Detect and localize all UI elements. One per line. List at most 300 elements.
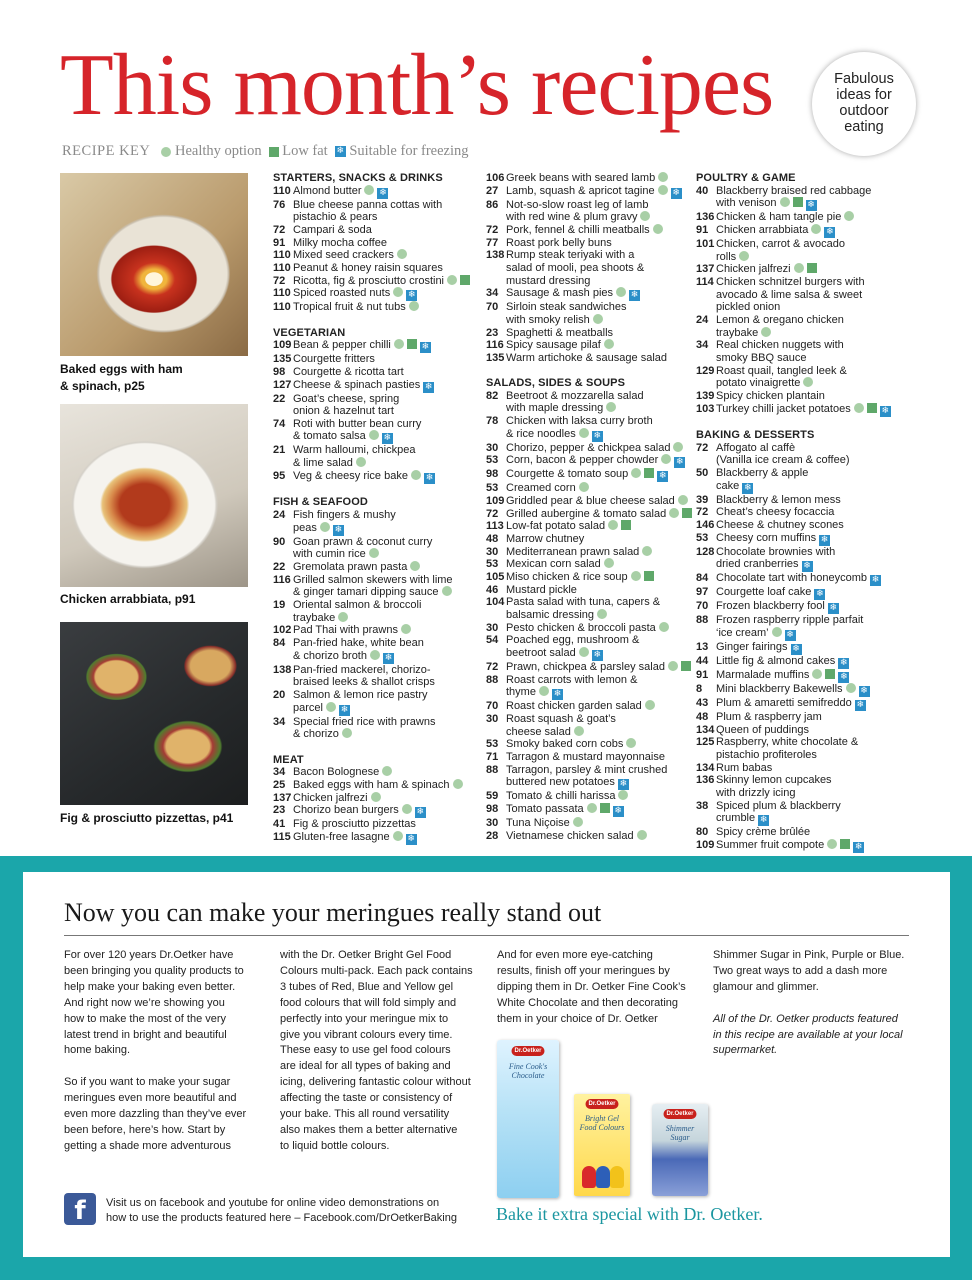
ad-line: Colours multi-pack. Each pack contains: [280, 964, 473, 977]
recipe-name: Chicken with laksa curry broth: [506, 415, 653, 428]
healthy-option-icon: [382, 766, 392, 776]
low-fat-icon: [460, 275, 470, 285]
recipe-name-line: [506, 172, 686, 185]
freezing-icon: ❄: [384, 652, 393, 663]
blue-gel-tube: [596, 1166, 610, 1188]
ad-line: getting a shade more adventurous: [64, 1139, 231, 1152]
recipe-entry: [486, 339, 686, 352]
recipe-entry: [486, 249, 686, 287]
recipe-name-line: [716, 600, 896, 614]
recipe-name-line: [293, 689, 473, 702]
recipe-entry: [486, 508, 686, 521]
recipe-name-line: [293, 637, 473, 650]
recipe-entry: [486, 558, 686, 571]
recipe-name: & rice noodles: [506, 427, 576, 440]
recipe-name: Fish fingers & mushy: [293, 509, 396, 522]
healthy-option-icon: [326, 702, 336, 712]
freezing-icon: ❄: [820, 534, 829, 545]
recipe-name-line: [293, 444, 473, 457]
page-number: 135: [273, 353, 292, 366]
page-number: 22: [273, 561, 286, 574]
bright-gel-food-colours-pack: [574, 1094, 630, 1196]
low-fat-icon: [621, 520, 631, 530]
recipe-name-line: [716, 494, 896, 507]
recipe-entry: [696, 641, 896, 655]
page-number: 30: [486, 441, 499, 454]
recipe-entry: [486, 817, 686, 830]
recipe-entry: [696, 711, 896, 724]
recipe-name-line: [716, 197, 896, 211]
ad-line: been before, here’s how. Start by: [64, 1123, 226, 1136]
recipe-name: Special fried rice with prawns: [293, 715, 436, 728]
recipe-name-line: [716, 211, 896, 224]
recipe-name-line: [293, 779, 473, 792]
yellow-gel-tube: [610, 1166, 624, 1188]
page-number: 80: [696, 826, 709, 839]
page-number: 110: [273, 261, 291, 274]
ad-line: latest trend in bright and beautiful: [64, 1028, 227, 1041]
page-number: 13: [696, 641, 709, 654]
recipe-entry: [273, 536, 473, 561]
page-number: 88: [486, 763, 499, 776]
recipe-name-line: [506, 830, 686, 843]
recipe-name-line: [506, 495, 686, 508]
recipe-name-line: [506, 713, 686, 726]
key-lowfat: [266, 143, 328, 160]
recipe-entry: [486, 803, 686, 817]
healthy-option-icon: [658, 172, 668, 182]
page-number: 25: [273, 778, 286, 791]
recipe-entry: [696, 211, 896, 224]
recipe-name-line: [506, 622, 686, 635]
healthy-option-icon: [593, 314, 603, 324]
recipe-name: Lemon & oregano chicken: [716, 313, 844, 326]
page-number: 114: [696, 275, 714, 288]
recipe-column-1: [273, 172, 473, 845]
recipe-name-line: [716, 224, 896, 238]
freezing-icon: ❄: [881, 405, 889, 416]
ad-line: These easy to use gel food colours: [280, 1044, 451, 1057]
recipe-name: Ricotta, fig & prosciutto crostini: [293, 274, 445, 287]
recipe-name-line: [506, 301, 686, 314]
recipe-name-line: [293, 457, 473, 470]
recipe-name-line: [293, 262, 473, 275]
recipe-name: Oriental salmon & broccoli: [293, 599, 422, 612]
healthy-option-icon: [794, 263, 804, 273]
recipe-entry: [486, 751, 686, 764]
recipe-entry: [486, 790, 686, 803]
photo-caption: [60, 591, 195, 608]
page-number: 24: [273, 509, 286, 522]
recipe-name: Spicy chicken plantain: [716, 389, 825, 402]
recipe-entry: [486, 622, 686, 635]
recipe-name-line: [293, 702, 473, 716]
healthy-option-icon: [402, 804, 412, 814]
healthy-option-icon: [618, 790, 628, 800]
recipe-name: Gluten-free lasagne: [293, 830, 390, 843]
healthy-option-icon: [631, 468, 641, 478]
recipe-entry: [273, 224, 473, 237]
recipe-name-line: [293, 818, 473, 831]
recipe-name: Tomato passata: [506, 802, 584, 815]
ad-column-3: [497, 948, 707, 1028]
recipe-name: Grilled aubergine & tomato salad: [506, 507, 667, 520]
healthy-option-icon: [587, 803, 597, 813]
badge-line: outdoor: [839, 103, 889, 119]
page-number: 110: [273, 301, 291, 314]
page-number: 134: [696, 723, 715, 736]
page-number: 20: [273, 688, 286, 701]
recipe-name: Blackberry & apple: [716, 467, 809, 480]
recipe-name-line: [506, 686, 686, 700]
recipe-name: Bacon Bolognese: [293, 766, 380, 779]
healthy-option-icon: [411, 470, 421, 480]
recipe-name: & lime salad: [293, 457, 353, 470]
recipe-entry: [486, 738, 686, 751]
page-number: 50: [696, 467, 709, 480]
recipe-name: Beetroot & mozzarella salad: [506, 389, 644, 402]
page-number: 38: [696, 799, 709, 812]
freezing-icon: ❄: [807, 200, 815, 211]
low-fat-icon: [407, 339, 417, 349]
healthy-option-icon: [606, 402, 616, 412]
recipe-name: Summer fruit compote: [716, 838, 825, 851]
recipe-name-line: [506, 647, 686, 661]
page-number: 41: [273, 818, 286, 831]
product-name-line: Fine Cook's: [508, 1062, 548, 1071]
recipe-entry: [273, 689, 473, 716]
recipe-name: avocado & lime salsa & sweet: [716, 288, 863, 301]
badge-line: Fabulous: [834, 71, 894, 88]
recipe-name-line: [716, 697, 896, 711]
recipe-name-line: [293, 211, 473, 224]
ad-border-left: [0, 856, 23, 1280]
recipe-name-line: [506, 482, 686, 495]
recipe-name-line: [716, 627, 896, 641]
page-number: 103: [696, 402, 715, 415]
ad-line: White Chocolate and then decorating: [497, 996, 679, 1009]
recipe-name-line: [716, 238, 896, 251]
recipe-name: Roast chicken garden salad: [506, 700, 642, 713]
recipe-name: Pan-fried hake, white bean: [293, 637, 424, 649]
recipe-name: & tomato salsa: [293, 430, 366, 443]
recipe-name: balsamic dressing: [506, 609, 595, 622]
ad-line: supermarket.: [713, 1044, 778, 1057]
recipe-name: Courgette fritters: [293, 353, 375, 366]
recipe-entry: [273, 418, 473, 445]
recipe-name-line: [716, 787, 896, 800]
ad-border-bottom: [0, 1257, 972, 1280]
freezing-icon: ❄: [743, 482, 752, 493]
recipe-name: traybake: [716, 326, 759, 339]
recipe-name: Chicken jalfrezi: [716, 263, 791, 276]
recipe-entry: [696, 263, 896, 276]
page-number: 91: [273, 236, 286, 249]
recipe-name: Courgette loaf cake: [716, 586, 812, 599]
product-name-line: Shimmer: [665, 1124, 695, 1133]
recipe-entry: [486, 546, 686, 559]
recipe-name: with venison: [716, 197, 777, 210]
recipe-name: Blackberry & lemon mess: [716, 493, 841, 506]
ad-line: how to make the most of the very: [64, 1012, 227, 1025]
recipe-name-line: [716, 314, 896, 327]
facebook-icon[interactable]: f: [64, 1193, 96, 1225]
recipe-name-line: [506, 609, 686, 622]
recipe-entry: [273, 379, 473, 393]
page-number: 53: [486, 454, 499, 467]
recipe-name: with drizzly icing: [716, 786, 796, 799]
recipe-name-line: [293, 586, 473, 599]
page-number: 34: [486, 287, 499, 300]
recipe-name-line: [506, 508, 686, 521]
product-name: [656, 1124, 704, 1142]
recipe-name-line: [716, 558, 896, 572]
page-number: 19: [273, 599, 286, 612]
recipe-name-line: [293, 249, 473, 262]
healthy-option-icon: [608, 520, 618, 530]
key-freezing: [332, 143, 469, 160]
recipe-name: Spiced plum & blackberry: [716, 799, 841, 812]
page-number: 84: [696, 572, 709, 585]
page-number: 48: [486, 533, 499, 546]
healthy-option-icon: [371, 792, 381, 802]
recipe-name-line: [293, 792, 473, 805]
recipe-entry: [486, 533, 686, 546]
recipe-entry: [696, 655, 896, 669]
recipe-entry: [696, 467, 896, 494]
recipe-name: Skinny lemon cupcakes: [716, 774, 832, 787]
recipe-name: Chicken jalfrezi: [293, 791, 368, 804]
freezing-icon: ❄: [829, 603, 838, 614]
recipe-name-line: [716, 711, 896, 724]
recipe-name: Chicken arrabbiata: [716, 223, 809, 236]
recipe-entry: [696, 276, 896, 314]
page-number: 109: [273, 339, 292, 352]
visit-line: Visit us on facebook and youtube for online video demonstrations on: [106, 1197, 440, 1209]
recipe-name-line: [506, 700, 686, 713]
recipe-name-line: [293, 599, 473, 612]
page-number: 101: [696, 237, 715, 250]
ad-line: affecting the taste or consistency of: [280, 1092, 453, 1105]
recipe-name: peas: [293, 521, 317, 534]
recipe-name-line: [293, 650, 473, 664]
recipe-entry: [273, 599, 473, 624]
recipe-name: rolls: [716, 250, 737, 263]
recipe-name-line: [293, 804, 473, 818]
page-number: 30: [486, 621, 499, 634]
recipe-name: Chorizo, pepper & chickpea salad: [506, 441, 671, 454]
recipe-entry: [696, 442, 896, 467]
recipe-name: Smoky baked corn cobs: [506, 738, 624, 751]
ad-line: are ideal for all types of baking and: [280, 1060, 451, 1073]
recipe-entry: [273, 275, 473, 288]
recipe-name-line: [506, 327, 686, 340]
recipe-name-line: [293, 574, 473, 587]
page-number: 27: [486, 184, 499, 197]
recipe-name: Mixed seed crackers: [293, 249, 394, 262]
healthy-option-icon: [401, 624, 411, 634]
ad-line: food colours that will fold simply and: [280, 996, 457, 1009]
recipe-entry: [273, 664, 473, 689]
page-number: 110: [273, 184, 291, 197]
healthy-option-icon: [393, 831, 403, 841]
recipe-name-line: [506, 415, 686, 428]
page-number: 23: [486, 326, 499, 339]
low-fat-icon: [793, 197, 803, 207]
recipe-entry: [696, 546, 896, 573]
recipe-name: Roast pork belly buns: [506, 236, 612, 249]
recipe-entry: [273, 185, 473, 199]
page-number: 76: [273, 198, 286, 211]
recipe-name: Blackberry braised red cabbage: [716, 184, 872, 197]
recipe-entry: [273, 249, 473, 262]
page-number: 53: [486, 738, 499, 751]
recipe-entry: [696, 506, 896, 519]
recipe-name: Sirloin steak sandwiches: [506, 301, 627, 314]
recipe-name-line: [293, 393, 473, 406]
recipe-entry: [486, 237, 686, 250]
recipe-name: cake: [716, 479, 740, 492]
recipe-name: potato vinaigrette: [716, 377, 801, 390]
recipe-entry: [696, 519, 896, 532]
healthy-option-icon: [364, 185, 374, 195]
freezing-icon: ❄: [854, 841, 863, 852]
healthy-option-icon: [854, 403, 864, 413]
recipe-name-line: [716, 467, 896, 480]
recipe-name-line: [293, 224, 473, 237]
page-number: 39: [696, 493, 709, 506]
recipe-name: Corn, bacon & pepper chowder: [506, 454, 659, 467]
recipe-name-line: [506, 520, 686, 533]
ad-column-4: [713, 948, 913, 1059]
key-freezing-label: Suitable for freezing: [349, 143, 469, 159]
freezing-icon: ❄: [860, 686, 868, 697]
recipe-name-line: [716, 683, 896, 697]
healthy-option-icon: [626, 738, 636, 748]
page-number: 129: [696, 364, 715, 377]
page-number: 115: [273, 830, 291, 843]
healthy-option-icon: [846, 683, 856, 693]
freezing-icon: ❄: [383, 433, 392, 444]
ad-column-1: [64, 948, 264, 1155]
healthy-option-icon: [739, 251, 749, 261]
freezing-icon: ❄: [826, 226, 834, 237]
healthy-option-icon: [803, 377, 813, 387]
recipe-name: braised leeks & shallot crisps: [293, 676, 435, 689]
healthy-option-icon: [573, 817, 583, 827]
recipe-name-line: [716, 454, 896, 467]
recipe-name: Tuna Niçoise: [506, 816, 570, 829]
page-number: 53: [486, 482, 499, 495]
freezing-icon: ❄: [334, 524, 343, 535]
recipe-name: Fig & prosciutto pizzettas: [293, 818, 416, 831]
recipe-entry: [696, 614, 896, 641]
recipe-name-line: [506, 287, 686, 301]
recipe-name: Marmalade muffins: [716, 669, 810, 682]
recipe-name: & chorizo: [293, 728, 339, 741]
caption-line: Baked eggs with ham: [60, 362, 183, 376]
recipe-name-line: [716, 339, 896, 352]
recipe-name: with smoky relish: [506, 313, 590, 326]
facebook-visit-text: [106, 1196, 457, 1226]
freezing-icon: ❄: [407, 833, 415, 844]
healthy-option-icon: [631, 571, 641, 581]
recipe-entry: [486, 596, 686, 621]
recipe-name: (Vanilla ice cream & coffee): [716, 454, 850, 467]
recipe-name: Low-fat potato salad: [506, 520, 606, 533]
recipe-name: Queen of puddings: [716, 723, 809, 736]
freezing-icon: ❄: [840, 672, 848, 683]
recipe-entry: [273, 818, 473, 831]
recipe-entry: [696, 600, 896, 614]
page-number: 98: [486, 468, 499, 481]
recipe-entry: [696, 185, 896, 212]
recipe-name: Courgette & tomato soup: [506, 468, 629, 481]
product-name-line: Food Colours: [579, 1123, 625, 1132]
recipe-name: buttered new potatoes: [506, 776, 615, 789]
recipe-name: Chicken, carrot & avocado: [716, 237, 846, 250]
recipe-name-line: [293, 287, 473, 301]
low-fat-icon: [807, 263, 817, 273]
page-number: 135: [486, 351, 505, 364]
healthy-option-icon: [342, 728, 352, 738]
visit-line[interactable]: how to use the products featured here – Facebook.com/DrOetkerBaking: [106, 1212, 457, 1224]
recipe-entry: [486, 661, 686, 674]
section-heading: FISH & SEAFOOD: [273, 496, 368, 509]
ad-line: dipping them in Dr. Oetker Fine Cook’s: [497, 980, 686, 993]
page-number: 116: [273, 573, 291, 586]
ad-line: been bringing you quality products to: [64, 964, 244, 977]
badge-line: eating: [844, 118, 884, 135]
freezing-icon: ❄: [416, 807, 425, 818]
recipe-name: beetroot salad: [506, 646, 576, 659]
recipe-name: Baked eggs with ham & spinach: [293, 778, 450, 791]
recipe-name-line: [293, 624, 473, 637]
page-number: 134: [696, 761, 715, 774]
page-number: 30: [486, 545, 499, 558]
page-number: 146: [696, 519, 715, 532]
recipe-name: Griddled pear & blue cheese salad: [506, 495, 675, 508]
recipe-name-line: [293, 664, 473, 677]
healthy-option-icon: [394, 339, 404, 349]
recipe-entry: [273, 574, 473, 599]
recipe-name-line: [506, 634, 686, 647]
freezing-icon: ❄: [425, 472, 434, 483]
healthy-option-icon: [661, 454, 671, 464]
low-fat-icon: [681, 661, 691, 671]
recipe-entry: [273, 804, 473, 818]
recipe-entry: [273, 779, 473, 792]
recipe-entry: [486, 415, 686, 442]
recipe-name-line: [716, 669, 896, 683]
recipe-entry: [486, 199, 686, 224]
recipe-entry: [696, 365, 896, 390]
dr-oetker-logo: Dr.Oetker: [511, 1046, 544, 1056]
recipe-name-line: [716, 826, 896, 839]
recipe-name-line: [506, 185, 686, 199]
recipe-name: Frozen blackberry fool: [716, 600, 825, 613]
recipe-name-line: [506, 790, 686, 803]
recipe-name: cheese salad: [506, 725, 571, 738]
recipe-name-line: [716, 774, 896, 787]
recipe-entry: [696, 826, 896, 839]
recipe-name-line: [506, 428, 686, 442]
page-number: 23: [273, 804, 286, 817]
shimmer-sugar-pack: [652, 1104, 708, 1196]
healthy-option-icon: [653, 224, 663, 234]
recipe-name: Cheat’s cheesy focaccia: [716, 506, 835, 519]
recipe-entry: [273, 470, 473, 484]
